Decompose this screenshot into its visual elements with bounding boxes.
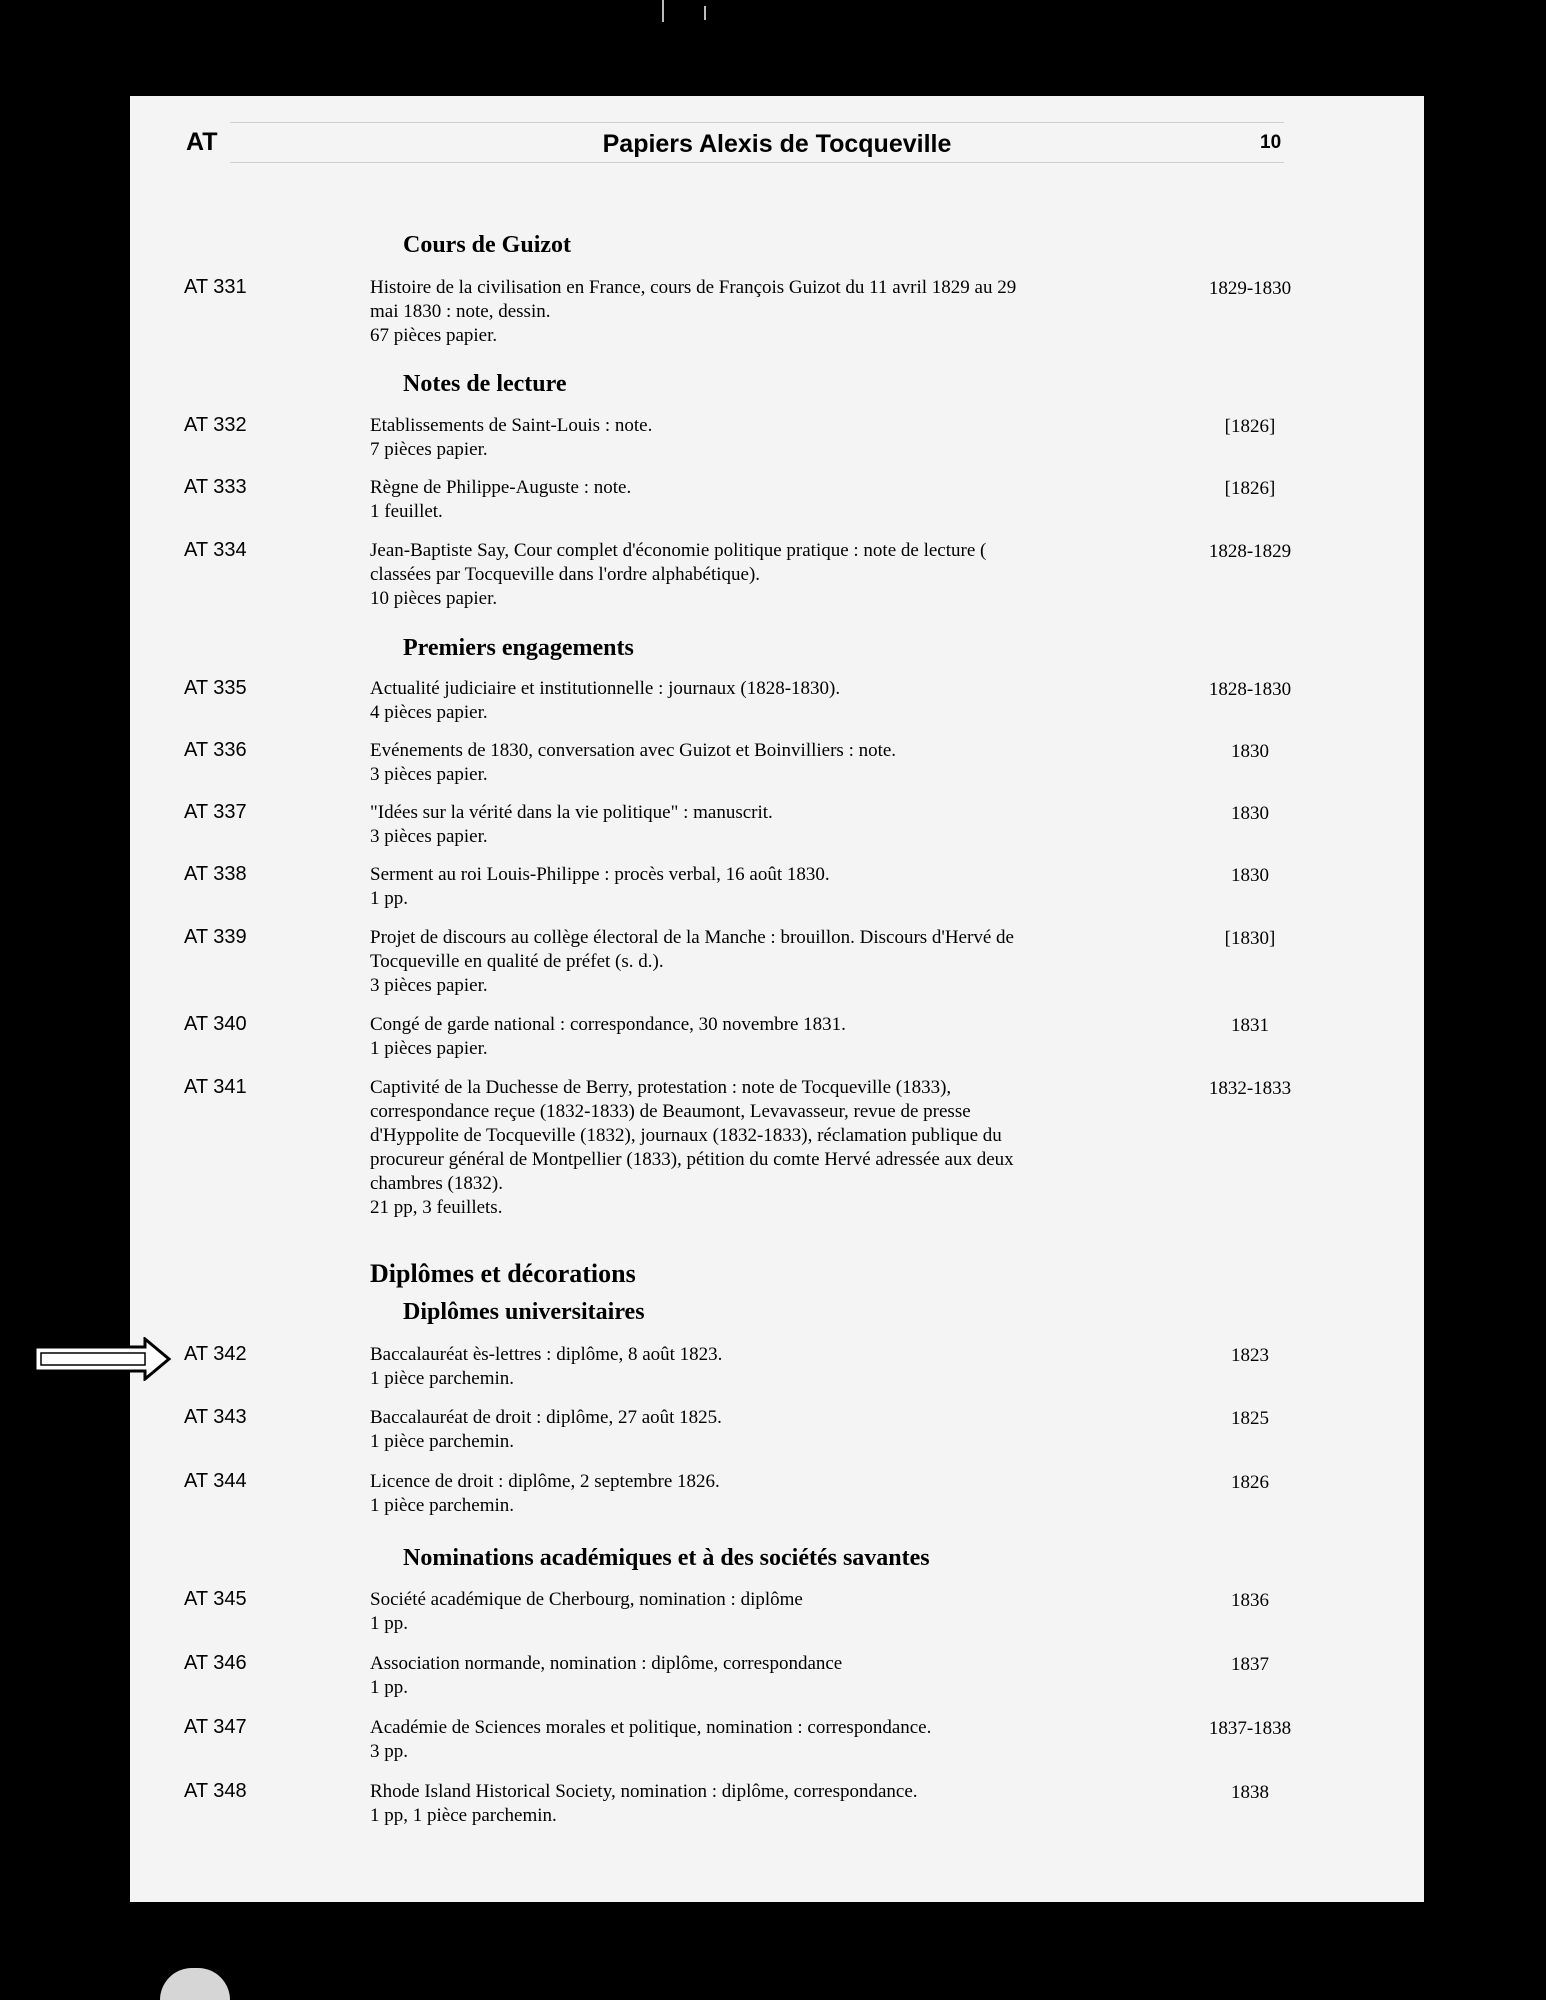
entry-code: AT 347 [184,1716,247,1738]
entry-line: 4 pièces papier. [370,702,488,723]
entry-description [370,1588,1260,1636]
entry-code: AT 341 [184,1076,247,1098]
entry-line: 10 pièces papier. [370,588,498,609]
header-rule-top [230,122,1284,123]
entry-line: Baccalauréat de droit : diplôme, 27 août 1825. [370,1407,722,1428]
entry-line: 3 pièces papier. [370,764,488,785]
entry-line: 67 pièces papier. [370,325,498,346]
entry-date: 1829-1830 [1208,278,1292,299]
entry-line: Projet de discours au collège électoral de la Manche : brouillon. Discours d'Hervé de [370,927,1014,948]
entry-line: 1 pp. [370,1677,408,1698]
entry-line: 1 pièces papier. [370,1038,488,1059]
section-heading: Cours de Guizot [403,232,571,258]
entry-line: 3 pièces papier. [370,975,488,996]
entry-line: 3 pièces papier. [370,826,488,847]
entry-date: 1825 [1231,1408,1269,1429]
entry-date: 1823 [1231,1345,1269,1366]
entry-date: 1830 [1231,803,1269,824]
entry-line: 1 pièce parchemin. [370,1431,515,1452]
page-header [130,126,1424,158]
entry-description [370,539,1260,611]
entry-description [370,926,1260,998]
section-heading: Nominations académiques et à des sociétés savantes [403,1545,930,1571]
page-number: 10 [1260,132,1282,153]
entry-line: Académie de Sciences morales et politique, nomination : correspondance. [370,1717,932,1738]
section-heading-major: Diplômes et décorations [370,1259,636,1288]
entry-line: 1 pièce parchemin. [370,1368,515,1389]
entry-date: [1830] [1224,928,1276,949]
entry-line: classées par Tocqueville dans l'ordre alphabétique). [370,564,761,585]
entry-description [370,1406,1260,1454]
entry-line: 21 pp, 3 feuillets. [370,1197,503,1218]
entry-code: AT 333 [184,476,247,498]
entry-line: Histoire de la civilisation en France, cours de François Guizot du 11 avril 1829 au 29 [370,277,1017,298]
entry-code: AT 344 [184,1470,247,1492]
document-page [130,96,1424,1902]
entry-line: chambres (1832). [370,1173,503,1194]
entry-description [370,276,1260,348]
entry-date: [1826] [1224,478,1276,499]
entry-line: "Idées sur la vérité dans la vie politique" : manuscrit. [370,802,773,823]
entry-description [370,476,1260,524]
entry-line: correspondance reçue (1832-1833) de Beaumont, Levavasseur, revue de presse [370,1101,971,1122]
entry-description [370,1013,1260,1061]
entry-description [370,1780,1260,1828]
header-title: Papiers Alexis de Tocqueville [602,130,952,158]
entry-line: Rhode Island Historical Society, nomination : diplôme, correspondance. [370,1781,918,1802]
entry-line: Association normande, nomination : diplôme, correspondance [370,1653,843,1674]
entry-code: AT 348 [184,1780,247,1802]
entry-date: 1830 [1231,741,1269,762]
entry-line: 1 pp, 1 pièce parchemin. [370,1805,557,1826]
entry-date: 1836 [1231,1590,1269,1611]
entry-line: Serment au roi Louis-Philippe : procès verbal, 16 août 1830. [370,864,830,885]
entry-code: AT 340 [184,1013,247,1035]
arrow-pointer-icon [33,1337,173,1381]
entry-date: [1826] [1224,416,1276,437]
section-heading: Diplômes universitaires [403,1299,645,1325]
entry-line: 1 pièce parchemin. [370,1495,515,1516]
entry-line: Jean-Baptiste Say, Cour complet d'économie politique pratique : note de lecture ( [370,540,987,561]
entry-code: AT 335 [184,677,247,699]
entry-line: 1 feuillet. [370,501,443,522]
entry-line: 1 pp. [370,888,408,909]
entry-date: 1830 [1231,865,1269,886]
scan-artifact [704,6,706,20]
entry-line: Etablissements de Saint-Louis : note. [370,415,653,436]
entry-code: AT 346 [184,1652,247,1674]
entry-date: 1832-1833 [1208,1078,1292,1099]
section-heading: Premiers engagements [403,635,634,661]
entry-code: AT 332 [184,414,247,436]
entry-date: 1837 [1231,1654,1269,1675]
entry-description [370,1652,1260,1700]
entry-line: Evénements de 1830, conversation avec Guizot et Boinvilliers : note. [370,740,897,761]
entry-date: 1831 [1231,1015,1269,1036]
entry-line: 3 pp. [370,1741,408,1762]
entry-line: Tocqueville en qualité de préfet (s. d.). [370,951,664,972]
entry-description [370,1470,1260,1518]
scan-artifact [160,1968,230,2000]
scan-artifact [662,0,664,22]
entry-line: Captivité de la Duchesse de Berry, protestation : note de Tocqueville (1833), [370,1077,952,1098]
entry-code: AT 339 [184,926,247,948]
entry-line: 7 pièces papier. [370,439,488,460]
entry-line: Baccalauréat ès-lettres : diplôme, 8 août 1823. [370,1344,723,1365]
entry-date: 1826 [1231,1472,1269,1493]
entry-description [370,677,1260,725]
entry-code: AT 343 [184,1406,247,1428]
entry-line: Actualité judiciaire et institutionnelle : journaux (1828-1830). [370,678,841,699]
entry-description [370,739,1260,787]
entry-code: AT 336 [184,739,247,761]
entry-code: AT 334 [184,539,247,561]
entry-code: AT 331 [184,276,247,298]
entry-date: 1837-1838 [1208,1718,1292,1739]
entry-code: AT 342 [184,1343,247,1365]
section-heading: Notes de lecture [403,371,567,397]
entry-description [370,801,1260,849]
entry-line: Licence de droit : diplôme, 2 septembre 1826. [370,1471,720,1492]
entry-date: 1828-1829 [1208,541,1292,562]
entry-description [370,1076,1260,1220]
entry-line: Société académique de Cherbourg, nomination : diplôme [370,1589,803,1610]
entry-line: mai 1830 : note, dessin. [370,301,551,322]
entry-line: Congé de garde national : correspondance, 30 novembre 1831. [370,1014,846,1035]
entry-description [370,1716,1260,1764]
entry-line: d'Hyppolite de Tocqueville (1832), journaux (1832-1833), réclamation publique du [370,1125,1002,1146]
entry-description [370,1343,1260,1391]
header-code: AT [186,128,218,156]
entry-date: 1828-1830 [1208,679,1292,700]
entry-line: procureur général de Montpellier (1833), pétition du comte Hervé adressée aux deux [370,1149,1014,1170]
entry-description [370,414,1260,462]
entry-line: Règne de Philippe-Auguste : note. [370,477,632,498]
entry-code: AT 338 [184,863,247,885]
entry-line: 1 pp. [370,1613,408,1634]
header-rule-bottom [230,162,1284,163]
entry-code: AT 345 [184,1588,247,1610]
entry-code: AT 337 [184,801,247,823]
entry-date: 1838 [1231,1782,1269,1803]
entry-description [370,863,1260,911]
